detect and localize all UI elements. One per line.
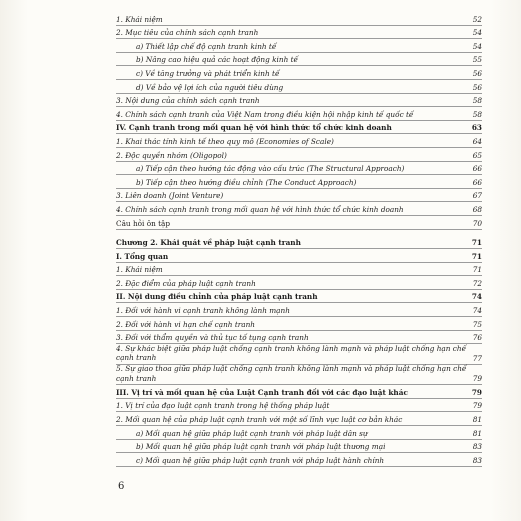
- toc-entry: [116, 53, 482, 67]
- toc-entry-title: 2. Mục tiêu của chính sách cạnh tranh: [116, 28, 259, 38]
- toc-entry-title: II. Nội dung điều chỉnh của pháp luật cạnh tranh: [116, 292, 318, 302]
- toc-entry-page: 66: [472, 177, 482, 187]
- toc-entry-page: 64: [472, 136, 482, 146]
- toc-entry-page: 79: [472, 401, 482, 411]
- toc-entry: [116, 162, 482, 176]
- toc-entry: [116, 175, 482, 189]
- toc-entry-page: 81: [472, 428, 482, 438]
- toc-entry-title: 1. Vị trí của đạo luật cạnh tranh trong hệ thống pháp luật: [116, 401, 330, 411]
- toc-entry: [116, 216, 482, 230]
- toc-entry-page: 68: [472, 204, 482, 214]
- toc-entry-page: 71: [472, 265, 482, 275]
- toc-entry-page: 55: [472, 55, 482, 65]
- toc-entry-title: 1. Đối với hành vi cạnh tranh không lành mạnh: [116, 306, 290, 316]
- toc-entry-page: 71: [471, 251, 482, 261]
- toc-entry-title: Chương 2. Khái quát về pháp luật cạnh tranh: [116, 238, 301, 248]
- toc-entry-title: 4. Sự khác biệt giữa pháp luật chống cạnh tranh không lành mạnh và pháp luật chống hạn chế cạnh tranh: [116, 343, 467, 363]
- toc-entry-page: 83: [472, 455, 482, 465]
- toc-entry-title: 3. Đối với thẩm quyền và thủ tục tố tụng cạnh tranh: [116, 333, 309, 343]
- toc-entry-title: 5. Sự giao thoa giữa pháp luật chống cạnh tranh không lành mạnh và pháp luật chống hạn chế cạnh tranh: [116, 364, 467, 383]
- toc-entry-title: 2. Đối với hành vi hạn chế cạnh tranh: [116, 319, 255, 329]
- toc-entry-title: 3. Liên doanh (Joint Venture): [116, 191, 224, 201]
- toc-entry-title: 1. Khái niệm: [116, 14, 163, 24]
- toc-entry: [116, 331, 482, 345]
- toc-entry-title: IV. Cạnh tranh trong mối quan hệ với hình thức tổ chức kinh doanh: [116, 123, 392, 133]
- toc-entry: [116, 303, 482, 317]
- toc-entry-page: 54: [472, 41, 482, 51]
- toc-entry-page: 56: [472, 68, 482, 78]
- toc-entry-page: 58: [472, 109, 482, 119]
- toc-entry-title: 2. Độc quyền nhóm (Oligopol): [116, 150, 227, 160]
- toc-entry: [116, 249, 482, 263]
- toc-entry: [116, 39, 482, 53]
- toc-entry-title: a) Tiếp cận theo hướng tác động vào cấu trúc (The Structural Approach): [136, 164, 405, 174]
- toc-entry-page: 75: [472, 319, 482, 329]
- toc-entry: [116, 107, 482, 121]
- toc-entry: [116, 236, 482, 250]
- toc-entry-page: 81: [472, 415, 482, 425]
- toc-entry-page: 63: [471, 123, 482, 133]
- toc-entry: [116, 385, 482, 399]
- toc-entry-title: 4. Chính sách cạnh tranh của Việt Nam trong điều kiện hội nhập kinh tế quốc tế: [116, 109, 414, 119]
- toc-entry-page: 76: [472, 333, 482, 343]
- toc-entry: [116, 148, 482, 162]
- toc-entry: [116, 399, 482, 413]
- toc-entry-page: 58: [472, 96, 482, 106]
- toc-entry-title: 1. Khái niệm: [116, 265, 163, 275]
- toc-entry: [116, 344, 482, 365]
- toc-entry: [116, 26, 482, 40]
- toc-entry-page: 77: [472, 353, 482, 363]
- toc-entry-page: 79: [472, 374, 482, 384]
- toc-entry-page: 74: [472, 306, 482, 316]
- toc-entry: [116, 453, 482, 467]
- toc-entry-title: III. Vị trí và mối quan hệ của Luật Cạnh tranh đối với các đạo luật khác: [116, 387, 408, 397]
- toc-entry: [116, 317, 482, 331]
- toc-entry-title: 2. Mối quan hệ của pháp luật cạnh tranh với một số lĩnh vực luật cơ bản khác: [116, 415, 403, 425]
- toc-entry: [116, 440, 482, 454]
- toc-entry: [116, 134, 482, 148]
- toc-entry-page: 79: [471, 387, 482, 397]
- toc-entry-title: 1. Khai thác tính kinh tế theo quy mô (Economies of Scale): [116, 136, 334, 146]
- toc-entry: [116, 66, 482, 80]
- toc-entry-page: 67: [472, 191, 482, 201]
- toc-entry: [116, 290, 482, 304]
- toc-entry-page: 65: [472, 150, 482, 160]
- toc-entry: [116, 80, 482, 94]
- table-of-contents: [116, 12, 482, 467]
- toc-entry: [116, 189, 482, 203]
- toc-entry-title: b) Nâng cao hiệu quả các hoạt động kinh tế: [136, 55, 299, 65]
- toc-entry-title: d) Về bảo vệ lợi ích của người tiêu dùng: [136, 82, 284, 92]
- toc-entry-title: a) Mối quan hệ giữa pháp luật cạnh tranh với pháp luật dân sự: [136, 428, 368, 438]
- toc-entry-title: 2. Đặc điểm của pháp luật cạnh tranh: [116, 278, 256, 288]
- toc-entry: [116, 94, 482, 108]
- toc-entry-title: a) Thiết lập chế độ cạnh tranh kinh tế: [136, 41, 277, 51]
- toc-entry: [116, 263, 482, 277]
- toc-entry-title: 3. Nội dung của chính sách cạnh tranh: [116, 96, 260, 106]
- toc-entry: [116, 412, 482, 426]
- toc-entry-title: b) Mối quan hệ giữa pháp luật cạnh tranh với pháp luật thương mại: [136, 442, 386, 452]
- toc-entry-title: I. Tổng quan: [116, 251, 169, 261]
- toc-entry: [116, 365, 482, 386]
- toc-entry-page: 83: [472, 442, 482, 452]
- toc-entry-title: 4. Chính sách cạnh tranh trong mối quan hệ với hình thức tổ chức kinh doanh: [116, 204, 404, 214]
- toc-entry-page: 56: [472, 82, 482, 92]
- toc-entry-title: c) Về tăng trưởng và phát triển kinh tế: [136, 68, 280, 78]
- page-number: 6: [118, 481, 125, 492]
- toc-entry-page: 54: [472, 28, 482, 38]
- toc-entry-page: 66: [472, 164, 482, 174]
- toc-entry-page: 72: [472, 278, 482, 288]
- toc-entry: [116, 202, 482, 216]
- toc-entry-page: 52: [472, 14, 482, 24]
- toc-entry: [116, 426, 482, 440]
- toc-entry: [116, 276, 482, 290]
- toc-entry-page: 71: [471, 238, 482, 248]
- toc-entry: [116, 121, 482, 135]
- toc-entry-page: 74: [471, 292, 482, 302]
- toc-entry-title: Câu hỏi ôn tập: [116, 218, 171, 228]
- toc-entry-page: 70: [472, 218, 482, 228]
- toc-entry-title: b) Tiếp cận theo hướng điều chỉnh (The Conduct Approach): [136, 177, 357, 187]
- toc-entry: [116, 12, 482, 26]
- toc-entry-title: c) Mối quan hệ giữa pháp luật cạnh tranh với pháp luật hành chính: [136, 455, 385, 465]
